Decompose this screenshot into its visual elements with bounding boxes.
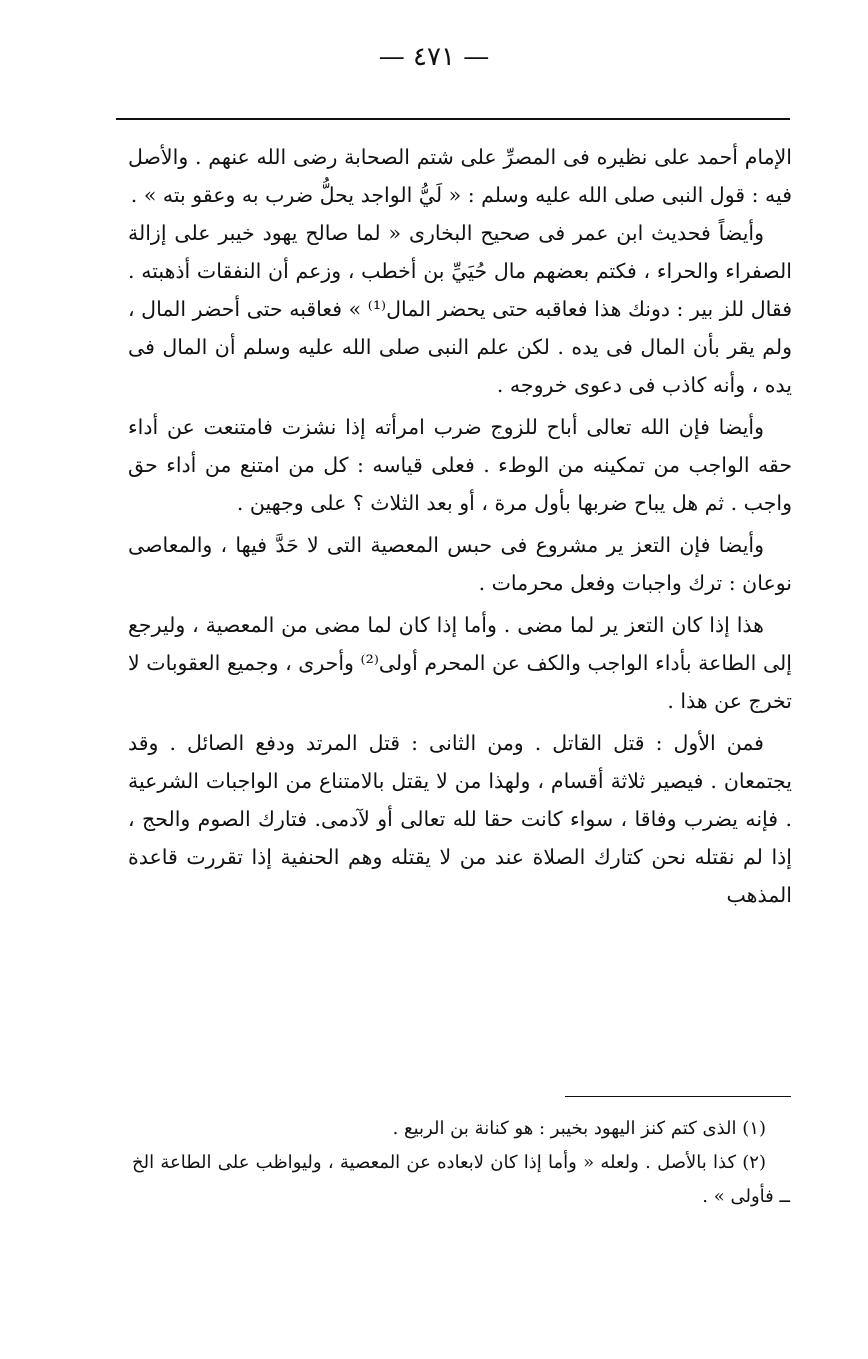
paragraph: وأيضا فإن الله تعالى أباح للزوج ضرب امرأته إذا نشزت فامتنعت عن أداء حقه الواجب من تمكينه من الوطء . فعلى قياسه : كل من امتنع من أداء حق واجب . ثم هل يباح ضربها بأول مرة ، أو بعد الثلاث ؟ على وجهين .: [128, 415, 792, 515]
page-number: — ٤٧١ —: [378, 42, 490, 72]
paragraph: هذا إذا كان التعز ير لما مضى . وأما إذا كان لما مضى من المعصية ، وليرجع إلى الطاعة بأداء الواجب والكف عن المحرم أولى⁽²⁾ وأحرى ، وجميع العقوبات لا تخرج عن هذا .: [128, 613, 792, 713]
footnote: (٢) كذا بالأصل . ولعله « وأما إذا كان لابعاده عن المعصية ، وليواظب على الطاعة الخ ــ فأولى » .: [132, 1152, 790, 1207]
header-rule: [116, 118, 790, 120]
footnote-rule: [565, 1096, 791, 1097]
footnotes: [132, 1112, 790, 1214]
paragraph: فمن الأول : قتل القاتل . ومن الثانى : قتل المرتد ودفع الصائل . وقد يجتمعان . فيصير ثلاثة أقسام ، ولهذا من لا يقتل بالامتناع من الواجبات الشرعية . فإنه يضرب وفاقا ، سواء كانت حقا لله تعالى أو لآدمى. فتارك الصوم والحج ، إذا لم نقتله نحن كتارك الصلاة عند من لا يقتله وهم الحنفية إذا تقررت قاعدة المذهب: [128, 731, 792, 907]
footnote: (١) الذى كتم كنز اليهود بخيبر : هو كنانة بن الربيع .: [392, 1118, 766, 1139]
paragraph: الإمام أحمد على نظيره فى المصرِّ على شتم الصحابة رضى الله عنهم . والأصل فيه : قول النبى صلى الله عليه وسلم : « لَيُّ الواجد يحلُّ ضرب به وعقو بته » .: [128, 145, 792, 207]
main-text: [128, 138, 792, 914]
paragraph: وأيضا فإن التعز ير مشروع فى حبس المعصية التى لا حَدَّ فيها ، والمعاصى نوعان : ترك واجبات وفعل محرمات .: [128, 533, 792, 595]
paragraph: وأيضاً فحديث ابن عمر فى صحيح البخارى « لما صالح يهود خيبر على إزالة الصفراء والحراء ، فكتم بعضهم مال حُيَيِّ بن أخطب ، وزعم أن النفقات أذهبته . فقال للز بير : دونك هذا فعاقبه حتى يحضر المال⁽¹⁾ » فعاقبه حتى أحضر المال ، ولم يقر بأن المال فى يده . لكن علم النبى صلى الله عليه وسلم أن المال فى يده ، وأنه كاذب فى دعوى خروجه .: [128, 221, 792, 397]
